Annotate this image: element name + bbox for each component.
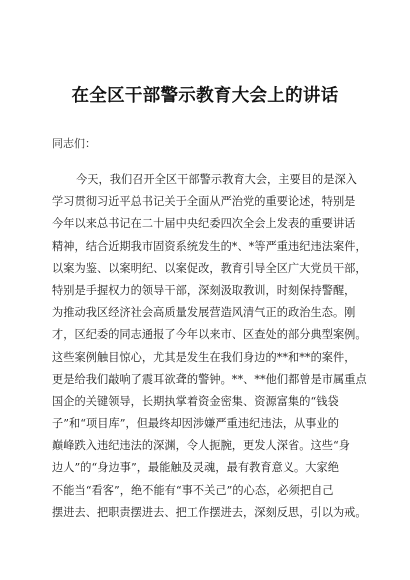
paragraph-line: 不能当“看客”，绝不能有“事不关己”的心态，必须把自己 (52, 483, 334, 497)
paragraph-line: 以案为鉴、以案明纪、以案促改，教育引导全区广大党员干部， (52, 261, 367, 275)
paragraph-line: 学习贯彻习近平总书记关于全面从严治党的重要论述，特别是 (52, 195, 356, 209)
paragraph-line: 边人”的“身边事”，最能触及灵魂，最有教育意义。大家绝 (52, 461, 340, 475)
paragraph-line: 为推动我区经济社会高质量发展营造风清气正的政治生态。刚 (52, 306, 356, 320)
paragraph-line: 精神，结合近期我市固资系统发生的*、*等严重违纪违法案件， (52, 239, 367, 253)
paragraph-line: 国企的关键领导，长期执掌着资金密集、资源富集的“钱袋 (52, 394, 339, 408)
paragraph-line: 今天，我们召开全区干部警示教育大会，主要目的是深入 (76, 173, 357, 186)
paragraph-line: 巅峰跌入违纪违法的深渊，令人扼腕，更发人深省。这些“身 (52, 439, 350, 453)
paragraph-line: 子”和“项目库”，但最终却因涉嫌严重违纪违法，从事业的 (52, 417, 340, 431)
body-text (52, 173, 367, 528)
paragraph-line: 更是给我们敲响了震耳欲聋的警钟。**、**他们都曾是市属重点 (52, 372, 367, 386)
page-title: 在全区干部警示教育大会上的讲话 (71, 86, 339, 106)
paragraph-line: 摆进去、把职责摆进去、把工作摆进去，深刻反思，引以为戒。 (52, 505, 367, 519)
paragraph-line: 今年以来总书记在二十届中央纪委四次全会上发表的重要讲话 (52, 217, 356, 231)
paragraph-line: 特别是手握权力的领导干部，深刻汲取教训，时刻保持警醒， (52, 283, 356, 297)
paragraph-line: 才，区纪委的同志通报了今年以来市、区查处的部分典型案例。 (52, 328, 367, 342)
paragraph-line: 这些案例触目惊心，尤其是发生在我们身边的**和**的案件， (52, 350, 356, 364)
salutation: 同志们： (52, 137, 96, 150)
